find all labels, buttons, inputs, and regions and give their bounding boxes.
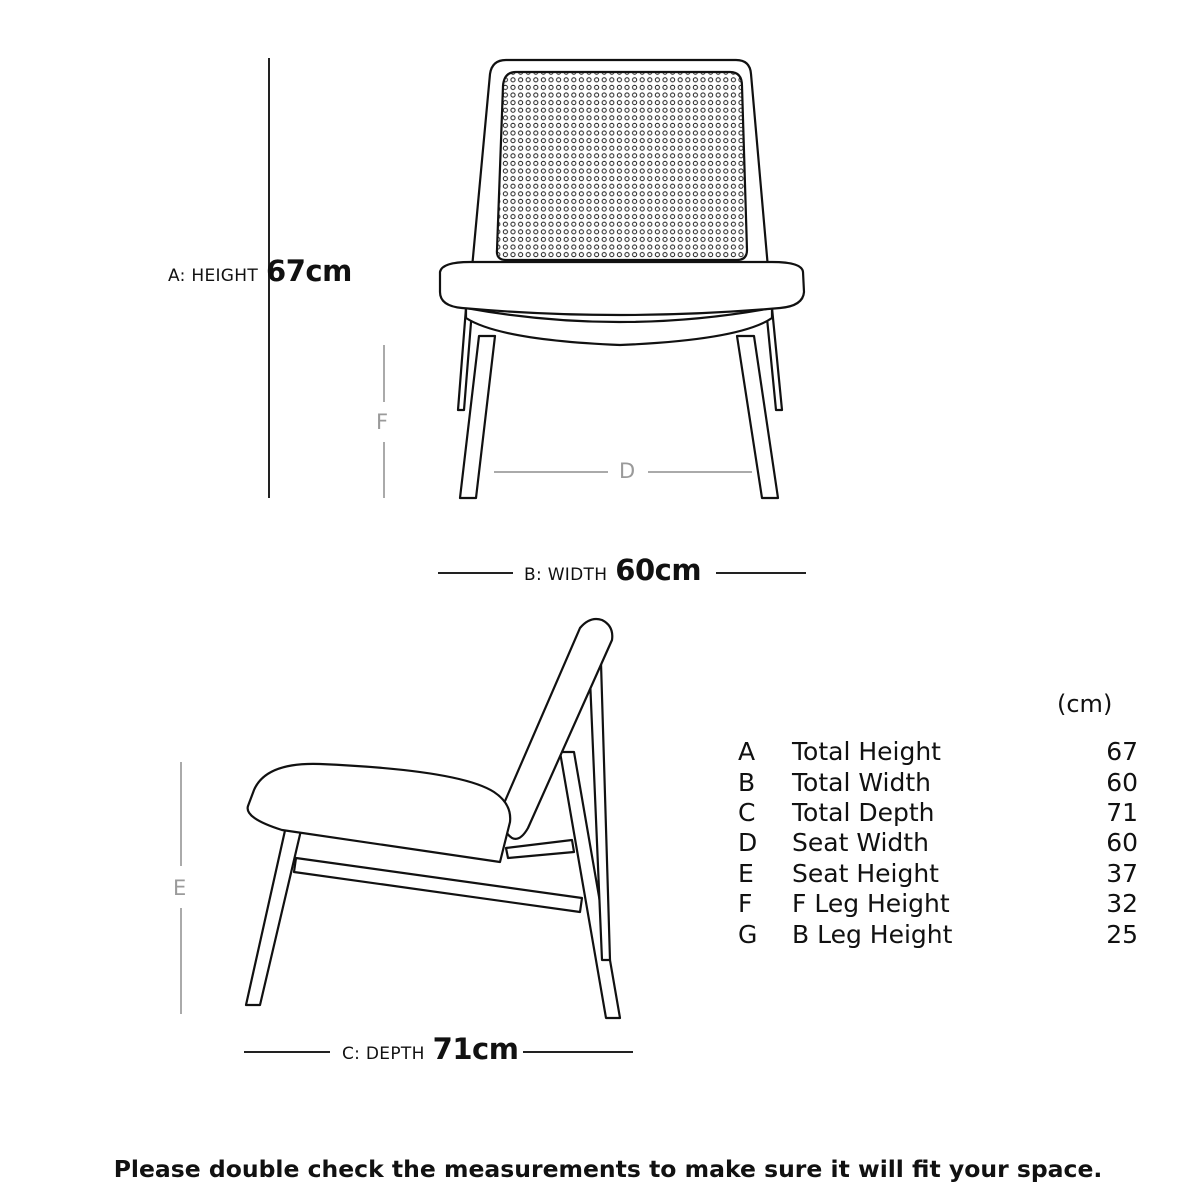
depth-dimension (342, 1032, 518, 1066)
front-leg-side (246, 826, 302, 1005)
spec-value: 25 (1106, 919, 1138, 949)
spec-value: 67 (1106, 737, 1138, 767)
spec-row (731, 767, 1138, 797)
back-leg-left (458, 308, 472, 410)
spec-row (731, 828, 1138, 858)
depth-value: 71cm (432, 1032, 519, 1066)
spec-table (731, 737, 1138, 950)
spec-key: G (738, 919, 758, 949)
spec-row (731, 889, 1138, 919)
depth-line-right (523, 1051, 633, 1053)
spec-key: E (738, 858, 754, 888)
footer-note: Please double check the measurements to make sure it will fit your space. (113, 1155, 1103, 1183)
height-label: A: HEIGHT (168, 266, 259, 286)
rear-leg (560, 752, 620, 1018)
spec-key: A (738, 737, 756, 767)
width-label: B: WIDTH (524, 565, 608, 585)
unit-label: (cm) (1057, 690, 1113, 718)
height-value: 67cm (266, 254, 352, 288)
spec-row (731, 798, 1138, 828)
spec-name: B Leg Height (792, 919, 953, 949)
spec-key: B (738, 767, 756, 797)
front-leg-left (460, 336, 495, 498)
spec-value: 71 (1106, 797, 1138, 827)
depth-line-left (244, 1051, 330, 1053)
cane-panel (497, 72, 747, 260)
spec-row (731, 859, 1138, 889)
spec-key: D (738, 828, 758, 858)
spec-name: Seat Width (792, 828, 929, 858)
upper-rail (506, 840, 574, 858)
width-line-left (438, 572, 513, 574)
spec-row (731, 919, 1138, 949)
marker-e: E (173, 876, 187, 900)
width-value: 60cm (615, 553, 702, 587)
spec-value: 32 (1106, 889, 1138, 919)
spec-name: Total Depth (792, 797, 935, 827)
spec-key: C (738, 797, 756, 827)
spec-row (731, 737, 1138, 767)
lower-rail (294, 858, 582, 912)
spec-name: Seat Height (792, 858, 939, 888)
spec-name: Total Height (792, 737, 941, 767)
spec-name: F Leg Height (792, 889, 950, 919)
front-view-chair (440, 60, 804, 498)
height-dimension (168, 254, 352, 288)
spec-value: 37 (1106, 858, 1138, 888)
side-view-chair (246, 619, 620, 1018)
seat-cushion (440, 262, 804, 315)
width-line-right (716, 572, 806, 574)
marker-f: F (376, 410, 389, 434)
spec-value: 60 (1106, 828, 1138, 858)
depth-label: C: DEPTH (342, 1044, 425, 1064)
spec-name: Total Width (792, 767, 931, 797)
spec-value: 60 (1106, 767, 1138, 797)
marker-d: D (619, 459, 636, 483)
width-dimension (524, 553, 701, 587)
back-leg-right (766, 308, 782, 410)
spec-key: F (738, 889, 753, 919)
